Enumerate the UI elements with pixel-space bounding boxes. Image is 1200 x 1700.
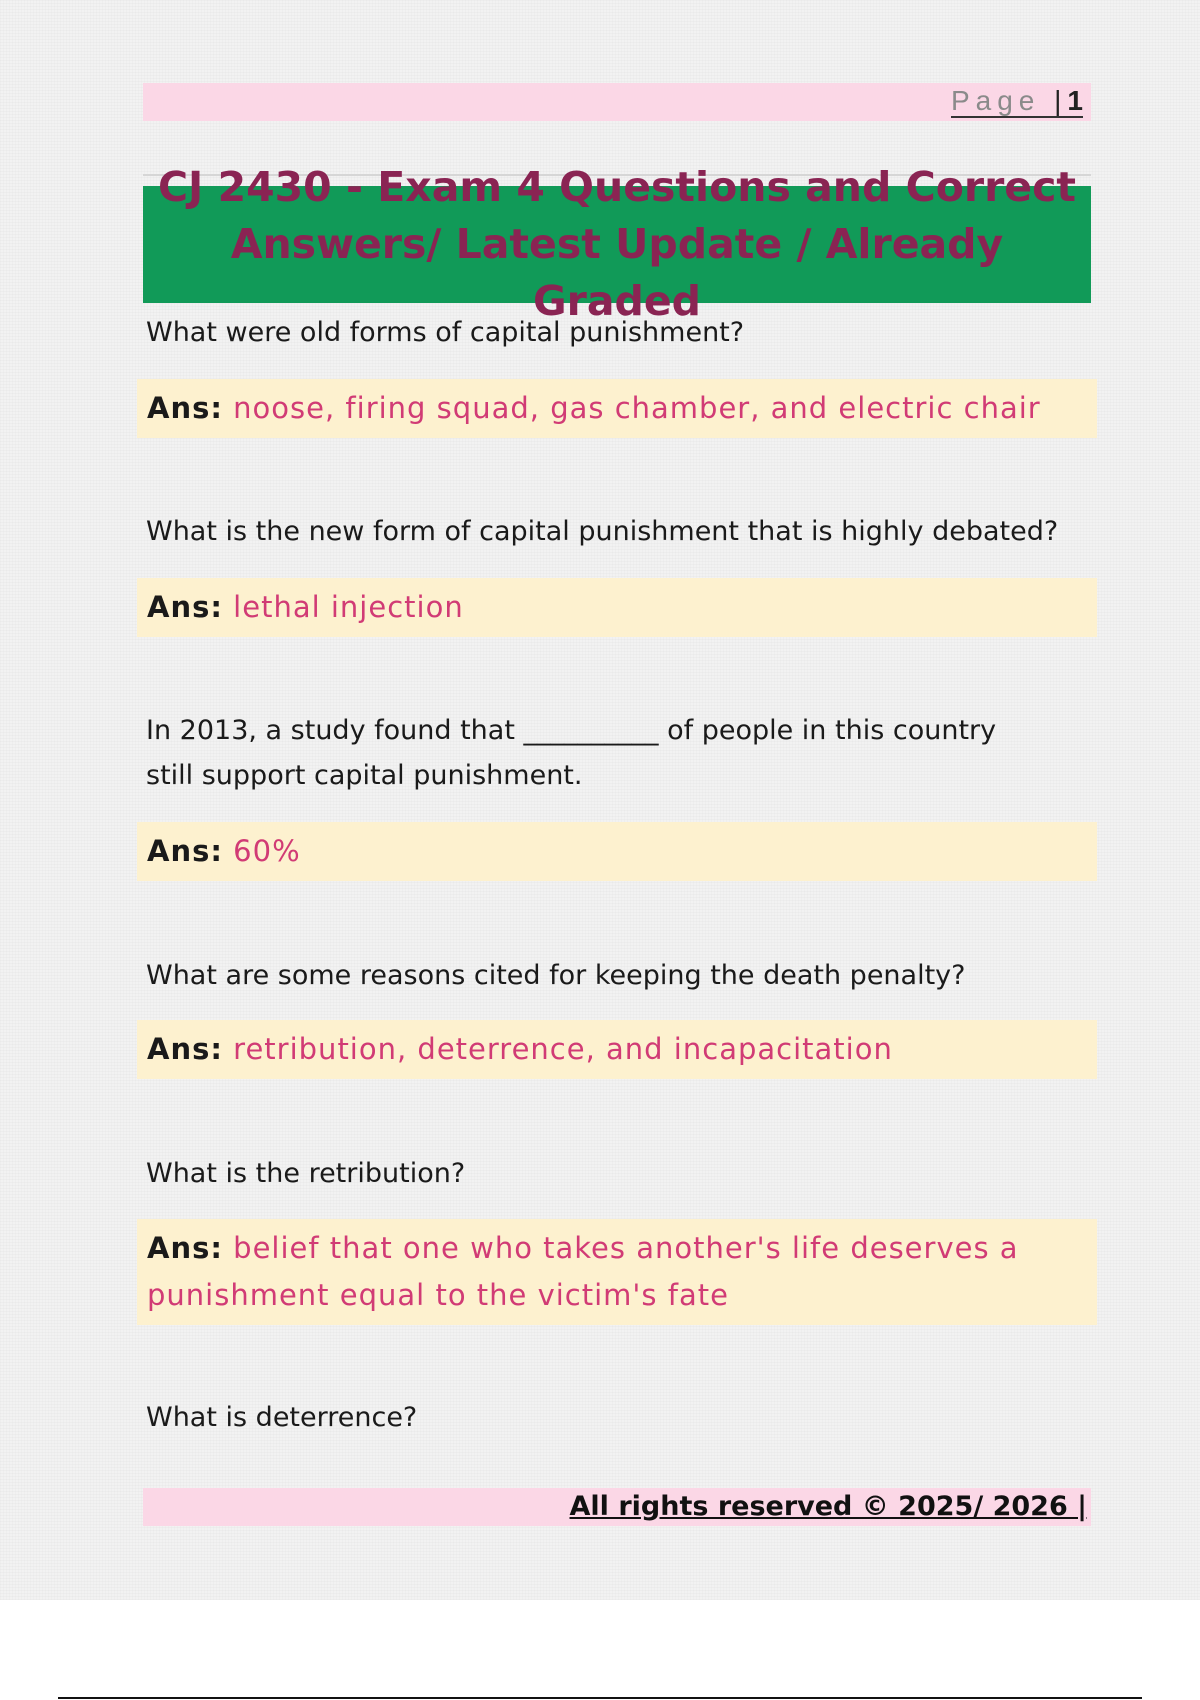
answer-label: Ans: bbox=[147, 834, 223, 868]
answer-label: Ans: bbox=[147, 391, 223, 425]
question-1: What were old forms of capital punishment? bbox=[146, 317, 745, 348]
page-number-label bbox=[951, 86, 1083, 118]
answer-3 bbox=[137, 822, 1097, 881]
title-banner bbox=[143, 163, 1091, 325]
question-2: What is the new form of capital punishment that is highly debated? bbox=[146, 516, 1059, 547]
question-6: What is deterrence? bbox=[146, 1402, 418, 1433]
answer-5 bbox=[137, 1219, 1097, 1325]
answer-text: noose, firing squad, gas chamber, and electric chair bbox=[233, 391, 1041, 425]
answer-text: 60% bbox=[233, 834, 301, 868]
question-5: What is the retribution? bbox=[146, 1158, 466, 1189]
page-footer bbox=[143, 1488, 1091, 1526]
answer-text: retribution, deterrence, and incapacitation bbox=[233, 1032, 893, 1066]
answer-2 bbox=[137, 578, 1097, 637]
bottom-divider bbox=[58, 1697, 1142, 1699]
page-word: Page bbox=[950, 85, 1041, 116]
answer-label: Ans: bbox=[147, 590, 223, 624]
page-header bbox=[143, 83, 1091, 121]
page-number: 1 bbox=[1067, 85, 1083, 116]
document-title: CJ 2430 - Exam 4 Questions and Correct Answers/ Latest Update / Already Graded bbox=[157, 163, 1077, 325]
answer-text: lethal injection bbox=[233, 590, 464, 624]
answer-text: belief that one who takes another's life deserves a punishment equal to the victim's fate bbox=[147, 1231, 1019, 1312]
answer-1 bbox=[137, 379, 1097, 438]
question-3: In 2013, a study found that __________ of people in this country still support capital punishment. bbox=[146, 715, 997, 791]
page-separator: | bbox=[1054, 85, 1068, 116]
answer-4 bbox=[137, 1020, 1097, 1079]
copyright-notice: All rights reserved © 2025/ 2026 | bbox=[569, 1491, 1087, 1522]
answer-label: Ans: bbox=[147, 1032, 223, 1066]
answer-label: Ans: bbox=[147, 1231, 223, 1265]
question-4: What are some reasons cited for keeping the death penalty? bbox=[146, 960, 966, 991]
